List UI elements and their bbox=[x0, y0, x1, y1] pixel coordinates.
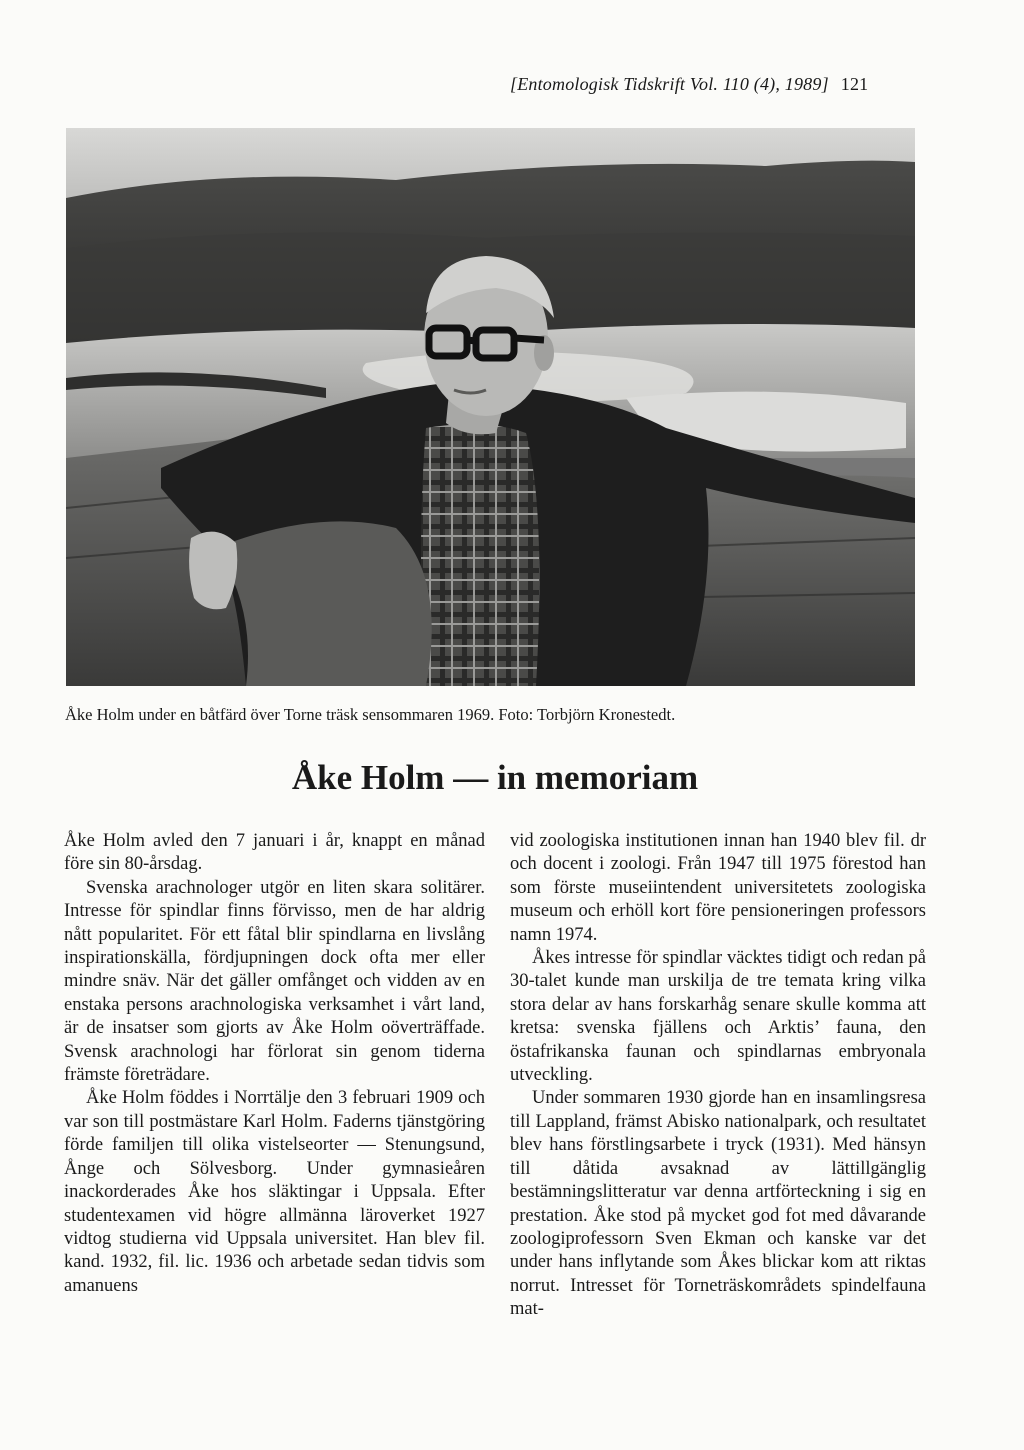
article-title: Åke Holm — in memoriam bbox=[291, 758, 699, 797]
paragraph: Åke Holm föddes i Norrtälje den 3 februari 1909 och var son till postmästare Karl Holm. Faderns tjänstgöring förde familjen till olika vistelseorter — Stenungsund, Ånge och Sölvesborg. Under gymnasieåren inackorderades Åke hos släktingar i Uppsala. Efter studentexamen vid högre allmänna läroverket 1927 vidtog studierna vid Uppsala universitet. Han blev fil. kand. 1932, fil. lic. 1936 och arbetade sedan tidvis som amanuens bbox=[64, 1088, 485, 1296]
right-column bbox=[510, 830, 926, 1322]
paragraph: Under sommaren 1930 gjorde han en insamlingsresa till Lappland, främst Abisko nationalpark, och resultatet blev hans förstlingsarbete i tryck (1931). Med hänsyn till dåtida avsaknad av lättillgänglig bestämningslitteratur var denna artförteckning i sig en prestation. Åke stod på mycket god fot med dåvarande zoologiprofessorn Sven Ekman och kanske var det under hans inflytande som Åkes blickar kom att riktas norrut. Intresset för Torneträskområdets spindelfauna mat- bbox=[510, 1088, 926, 1320]
portrait-photo-illustration bbox=[66, 128, 915, 686]
paragraph: vid zoologiska institutionen innan han 1940 blev fil. dr och docent i zoologi. Från 1947 till 1975 förestod han som förste museiintendent universitetets zoologiska museum och erhöll kort före pensioneringen professors namn 1974. bbox=[510, 831, 926, 945]
paragraph: Åke Holm avled den 7 januari i år, knappt en månad före sin 80-årsdag. bbox=[64, 831, 485, 875]
paragraph: Svenska arachnologer utgör en liten skara solitärer. Intresse för spindlar finns förvisso, men de har aldrig nått popularitet. För ett fåtal blir spindlarna en livslång inspirationskälla, fördjupningen dock ofta mer eller mindre snäv. När det gäller omfånget och vidden av en enstaka persons arachnologiska verksamhet i vårt land, är de insatser som gjorts av Åke Holm oöverträffade. Svensk arachnologi har förlorat sin genom tiderna främste företrädare. bbox=[64, 877, 485, 1086]
running-header bbox=[510, 74, 868, 95]
journal-citation: [Entomologisk Tidskrift Vol. 110 (4), 1989] bbox=[510, 74, 829, 94]
portrait-photo bbox=[66, 128, 915, 686]
left-column bbox=[64, 830, 485, 1298]
photo-caption: Åke Holm under en båtfärd över Torne träsk sensommaren 1969. Foto: Torbjörn Kronestedt. bbox=[65, 705, 676, 724]
paragraph: Åkes intresse för spindlar väcktes tidigt och redan på 30-talet kunde man urskilja de tre temata kring vilka stora delar av hans forskarhåg senare skulle komma att kretsa: svenska fjällens och Arktis’ fauna, den östafrikanska faunan och spindlarnas embryonala utveckling. bbox=[510, 948, 926, 1086]
page-number: 121 bbox=[840, 74, 869, 94]
